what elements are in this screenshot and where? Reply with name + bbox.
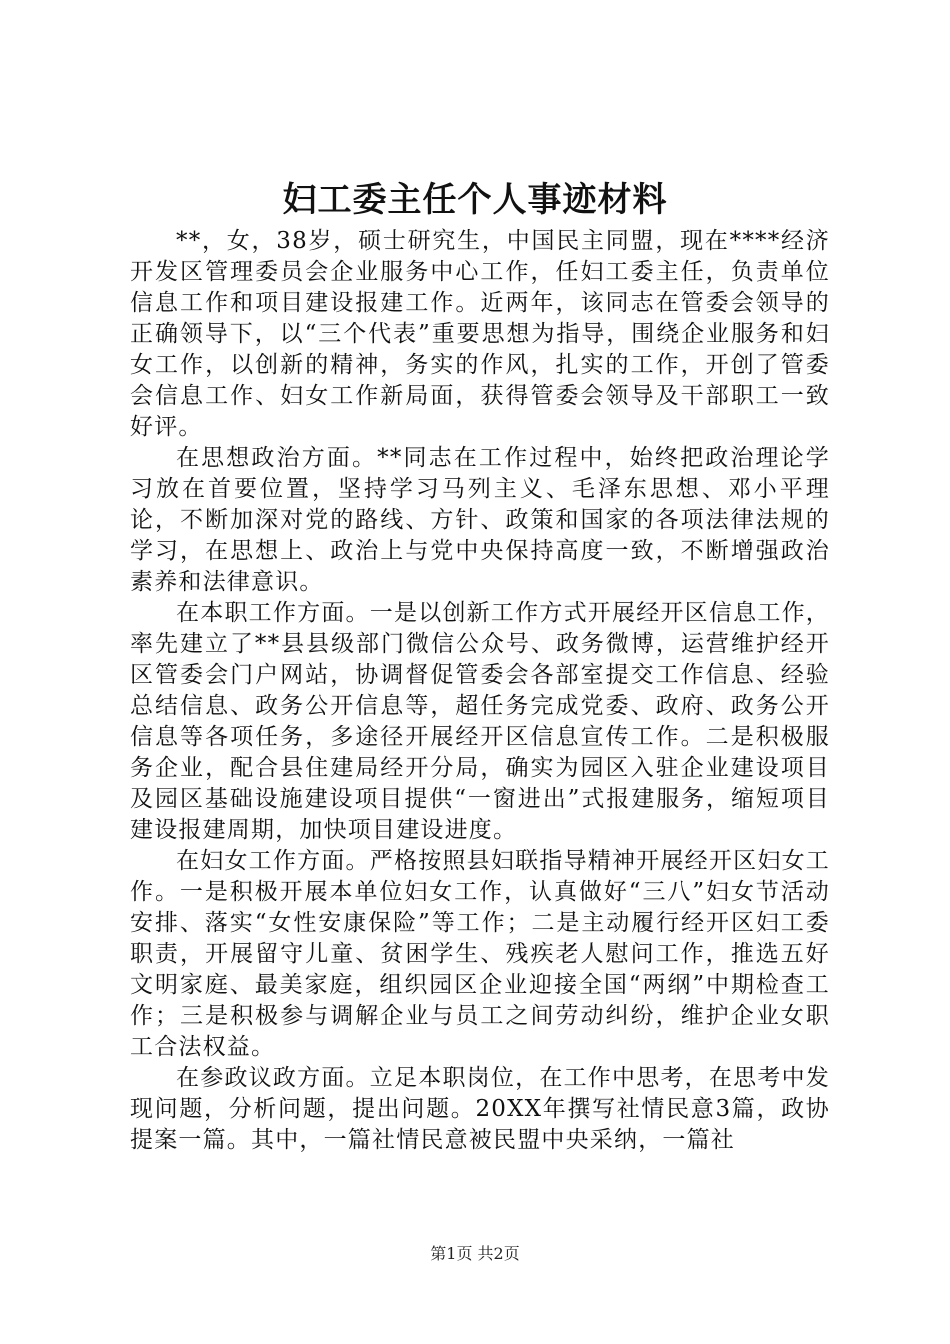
paragraph-job-duties: 在本职工作方面。一是以创新工作方式开展经开区信息工作，率先建立了**县县级部门微信公众号、政务微博，运营维护经开区管委会门户网站，协调督促管委会各部室提交工作信息、经验总结信息、政务公开信息等，超任务完成党委、政府、政务公开信息等各项任务，多途径开展经开区信息宣传工作。二是积极服务企业，配合县住建局经开分局，确实为园区入驻企业建设项目及园区基础设施建设项目提供“一窗进出”式报建服务，缩短项目建设报建周期，加快项目建设进度。 [130,600,830,843]
paragraph-political-participation: 在参政议政方面。立足本职岗位，在工作中思考，在思考中发现问题，分析问题，提出问题。20XX年撰写社情民意3篇，政协提案一篇。其中，一篇社情民意被民盟中央采纳，一篇社 [130,1065,830,1153]
paragraph-political: 在思想政治方面。**同志在工作过程中，始终把政治理论学习放在首要位置，坚持学习马列主义、毛泽东思想、邓小平理论，不断加深对党的路线、方针、政策和国家的各项法律法规的学习，在思想上、政治上与党中央保持高度一致，不断增强政治素养和法律意识。 [130,445,830,595]
page-number-footer: 第1页 共2页 [430,1244,520,1263]
document-title: 妇工委主任个人事迹材料 [282,180,668,220]
paragraph-intro: **，女，38岁，硕士研究生，中国民主同盟，现在****经济开发区管理委员会企业服务中心工作，任妇工委主任，负责单位信息工作和项目建设报建工作。近两年，该同志在管委会领导的正确领导下，以“三个代表”重要思想为指导，围绕企业服务和妇女工作，以创新的精神，务实的作风，扎实的工作，开创了管委会信息工作、妇女工作新局面，获得管委会领导及干部职工一致好评。 [130,228,830,440]
paragraph-women-work: 在妇女工作方面。严格按照县妇联指导精神开展经开区妇女工作。一是积极开展本单位妇女工作，认真做好“三八”妇女节活动安排、落实“女性安康保险”等工作；二是主动履行经开区妇工委职责，开展留守儿童、贫困学生、残疾老人慰问工作，推选五好文明家庭、最美家庭，组织园区企业迎接全国“两纲”中期检查工作；三是积极参与调解企业与员工之间劳动纠纷，维护企业女职工合法权益。 [130,848,830,1060]
document-body [130,226,830,1156]
